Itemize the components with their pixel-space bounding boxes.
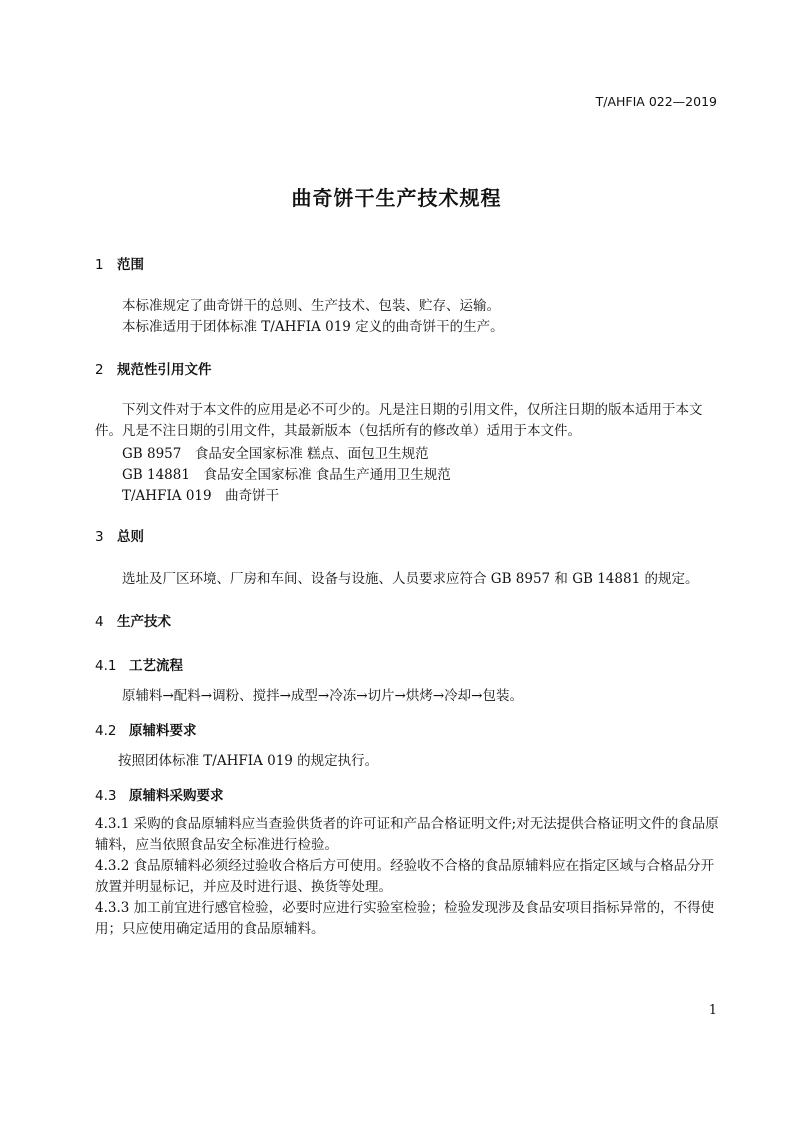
- section-number: 4: [95, 614, 104, 630]
- clause-4-3-3: 4.3.3 加工前宜进行感官检验，必要时应进行实验室检验；检验发现涉及食品安项目指标异常的，不得使用；只应使用确定适用的食品原辅料。: [95, 900, 715, 937]
- subsection-4-2-heading: [95, 719, 197, 739]
- section-3-heading: [95, 525, 144, 545]
- document-code: T/AHFIA 022—2019: [595, 94, 717, 109]
- section-2-heading: [95, 358, 212, 378]
- subsection-4-3-heading: [95, 784, 224, 804]
- clause-4-3-2: 4.3.2 食品原辅料必须经过验收合格后方可使用。经验收不合格的食品原辅料应在指定区域与合格品分开放置并明显标记，并应及时进行退、换货等处理。: [95, 858, 715, 895]
- reference-item: GB 8957 食品安全国家标准 糕点、面包卫生规范: [122, 446, 429, 462]
- scope-paragraph: 本标准适用于团体标准 T/AHFIA 019 定义的曲奇饼干的生产。: [122, 319, 504, 335]
- subsection-number: 4.1: [95, 658, 117, 674]
- subsection-title: 原辅料采购要求: [129, 788, 224, 804]
- normative-refs-intro: 下列文件对于本文件的应用是必不可少的。凡是注日期的引用文件，仅所注日期的版本适用于本文件。凡是不注日期的引用文件，其最新版本（包括所有的修改单）适用于本文件。: [95, 402, 703, 439]
- subsection-number: 4.2: [95, 723, 117, 739]
- clause-4-3-1: 4.3.1 采购的食品原辅料应当查验供货者的许可证和产品合格证明文件;对无法提供合格证明文件的食品原辅料，应当依照食品安全标准进行检验。: [95, 816, 719, 853]
- section-title: 范围: [117, 257, 144, 273]
- section-title: 规范性引用文件: [117, 362, 212, 378]
- section-number: 1: [95, 257, 104, 273]
- material-requirement-text: 按照团体标准 T/AHFIA 019 的规定执行。: [118, 753, 379, 769]
- section-number: 3: [95, 529, 104, 545]
- section-number: 2: [95, 362, 104, 378]
- general-principles-text: 选址及厂区环境、厂房和车间、设备与设施、人员要求应符合 GB 8957 和 GB 14881 的规定。: [122, 571, 699, 587]
- section-1-heading: [95, 253, 144, 273]
- section-title: 生产技术: [117, 614, 171, 630]
- section-title: 总则: [117, 529, 144, 545]
- scope-paragraph: 本标准规定了曲奇饼干的总则、生产技术、包装、贮存、运输。: [122, 298, 500, 314]
- process-flow-text: 原辅料→配料→调粉、搅拌→成型→冷冻→切片→烘烤→冷却→包装。: [122, 688, 523, 704]
- subsection-4-1-heading: [95, 654, 183, 674]
- reference-item: T/AHFIA 019 曲奇饼干: [122, 488, 280, 504]
- subsection-title: 工艺流程: [129, 658, 183, 674]
- section-4-heading: [95, 610, 171, 630]
- subsection-number: 4.3: [95, 788, 117, 804]
- subsection-title: 原辅料要求: [129, 723, 197, 739]
- page-number: 1: [708, 1003, 717, 1018]
- page-title: 曲奇饼干生产技术规程: [291, 186, 502, 210]
- reference-item: GB 14881 食品安全国家标准 食品生产通用卫生规范: [122, 467, 451, 483]
